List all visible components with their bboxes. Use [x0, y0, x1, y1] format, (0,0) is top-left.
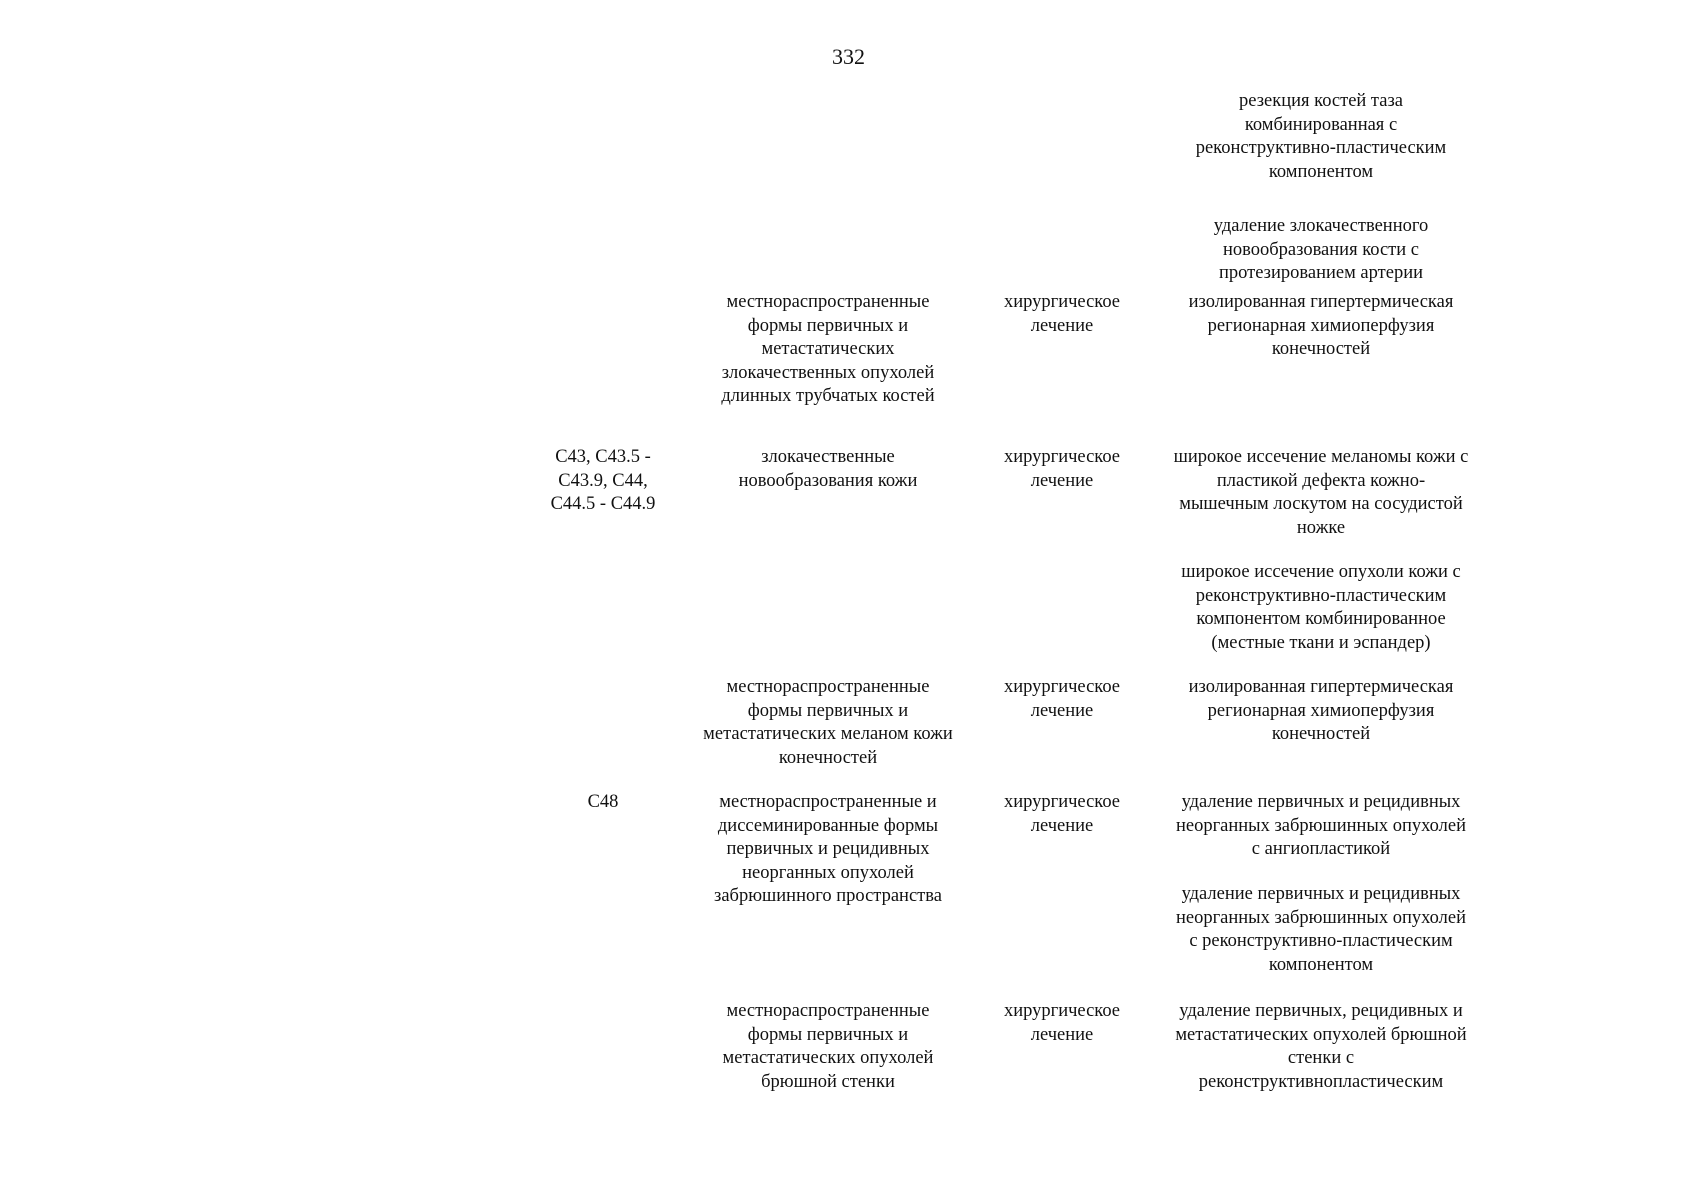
diagnosis-cell — [678, 291, 978, 409]
diagnosis-cell-line: первичных и рецидивных — [726, 839, 930, 859]
treatment-method-cell-line: удаление первичных и рецидивных — [1181, 884, 1461, 904]
treatment-method-cell — [1146, 791, 1496, 862]
treatment-type-cell-line: лечение — [1030, 470, 1094, 491]
treatment-type-cell — [978, 676, 1146, 723]
treatment-type-cell-line: лечение — [1030, 700, 1094, 721]
treatment-method-cell-line: регионарная химиоперфузия — [1207, 315, 1435, 336]
treatment-type-cell-line: лечение — [1030, 815, 1094, 836]
treatment-type-cell-line: лечение — [1030, 315, 1094, 336]
treatment-method-cell-line: протезированием артерии — [1219, 263, 1423, 283]
treatment-method-cell-line: метастатических опухолей брюшной — [1175, 1024, 1467, 1045]
treatment-method-cell-line: комбинированная с — [1244, 114, 1398, 135]
diagnosis-cell-line: метастатических — [761, 339, 895, 359]
treatment-type-cell — [978, 291, 1146, 338]
treatment-type-cell-line: лечение — [1030, 1024, 1094, 1045]
treatment-method-cell — [1146, 883, 1496, 977]
treatment-method-cell — [1146, 676, 1496, 747]
icd-code-cell — [528, 791, 678, 815]
icd-code-cell-line: C43, C43.5 - — [555, 447, 651, 467]
treatment-method-cell-line: реконструктивно-пластическим — [1195, 585, 1447, 606]
diagnosis-cell — [678, 1000, 978, 1094]
treatment-type-cell — [978, 446, 1146, 493]
treatment-method-cell-line: пластикой дефекта кожно- — [1216, 470, 1426, 491]
diagnosis-cell-line: злокачественных опухолей — [721, 362, 935, 383]
treatment-method-cell-line: изолированная гипертермическая — [1188, 292, 1454, 312]
treatment-method-cell-line: (местные ткани и эспандер) — [1211, 632, 1431, 653]
diagnosis-cell-line: конечностей — [778, 747, 878, 768]
diagnosis-cell-line: местнораспространенные — [726, 292, 930, 312]
treatment-method-cell-line: неорганных забрюшинных опухолей — [1175, 815, 1467, 836]
treatment-method-cell-line: стенки с — [1287, 1048, 1355, 1068]
treatment-method-cell-line: широкое иссечение опухоли кожи с — [1181, 562, 1461, 582]
treatment-method-cell-line: ножке — [1296, 517, 1346, 538]
treatment-method-cell-line: с ангиопластикой — [1251, 839, 1391, 859]
treatment-type-cell-line: хирургическое — [1003, 1001, 1121, 1021]
treatment-method-cell-line: мышечным лоскутом на сосудистой — [1179, 494, 1463, 514]
diagnosis-cell-line: злокачественные — [761, 447, 895, 467]
diagnosis-cell-line: диссеминированные формы — [717, 815, 939, 836]
diagnosis-cell-line: длинных трубчатых костей — [721, 386, 935, 406]
icd-code-cell-line: C43.9, C44, — [558, 470, 648, 491]
treatment-method-cell-line: конечностей — [1271, 339, 1371, 359]
diagnosis-cell — [678, 791, 978, 909]
diagnosis-cell-line: формы первичных и — [747, 700, 909, 721]
treatment-method-cell-line: с реконструктивно-пластическим — [1189, 931, 1453, 951]
treatment-method-cell — [1146, 561, 1496, 655]
treatment-method-cell-line: широкое иссечение меланомы кожи с — [1173, 447, 1469, 467]
diagnosis-cell-line: неорганных опухолей — [742, 862, 914, 883]
diagnosis-cell-line: метастатических меланом кожи — [703, 724, 953, 744]
treatment-type-cell-line: хирургическое — [1003, 292, 1121, 312]
treatment-method-cell — [1146, 291, 1496, 362]
treatment-method-cell-line: удаление первичных и рецидивных — [1181, 792, 1461, 812]
treatment-type-cell-line: хирургическое — [1003, 447, 1121, 467]
treatment-method-cell-line: неорганных забрюшинных опухолей — [1175, 907, 1467, 928]
diagnosis-cell-line: местнораспространенные — [726, 1001, 930, 1021]
treatment-method-cell-line: удаление первичных, рецидивных и — [1179, 1001, 1463, 1021]
diagnosis-cell-line: метастатических опухолей — [722, 1048, 934, 1068]
treatment-method-cell-line: компонентом — [1268, 954, 1374, 975]
treatment-type-cell-line: хирургическое — [1003, 677, 1121, 697]
diagnosis-cell-line: местнораспространенные — [726, 677, 930, 697]
treatment-method-cell-line: реконструктивнопластическим — [1198, 1071, 1444, 1092]
diagnosis-cell-line: брюшной стенки — [761, 1071, 895, 1092]
treatment-method-cell — [1146, 215, 1496, 286]
treatment-method-cell-line: новообразования кости с — [1222, 239, 1419, 260]
treatment-method-cell — [1146, 1000, 1496, 1094]
page-number: 332 — [832, 44, 865, 69]
icd-code-cell-line: C44.5 - C44.9 — [550, 494, 656, 514]
icd-code-cell-line: C48 — [587, 792, 619, 812]
icd-code-cell — [528, 446, 678, 517]
diagnosis-cell-line: формы первичных и — [747, 1024, 909, 1045]
treatment-method-cell — [1146, 90, 1496, 184]
diagnosis-cell-line: новообразования кожи — [738, 470, 918, 491]
treatment-method-cell-line: изолированная гипертермическая — [1188, 677, 1454, 697]
treatment-method-cell-line: компонентом комбинированное — [1196, 609, 1446, 629]
diagnosis-cell — [678, 676, 978, 770]
treatment-method-cell-line: регионарная химиоперфузия — [1207, 700, 1435, 721]
diagnosis-cell — [678, 446, 978, 493]
diagnosis-cell-line: забрюшинного пространства — [714, 886, 942, 906]
treatment-method-cell-line: компонентом — [1268, 161, 1374, 182]
treatment-method-cell — [1146, 446, 1496, 540]
treatment-type-cell-line: хирургическое — [1003, 792, 1121, 812]
treatment-method-cell-line: резекция костей таза — [1239, 91, 1403, 111]
diagnosis-cell-line: формы первичных и — [747, 315, 909, 336]
treatment-method-cell-line: конечностей — [1271, 724, 1371, 744]
treatment-method-cell-line: удаление злокачественного — [1213, 216, 1429, 236]
diagnosis-cell-line: местнораспространенные и — [719, 792, 937, 812]
treatment-method-cell-line: реконструктивно-пластическим — [1195, 138, 1447, 158]
treatment-type-cell — [978, 791, 1146, 838]
treatment-type-cell — [978, 1000, 1146, 1047]
